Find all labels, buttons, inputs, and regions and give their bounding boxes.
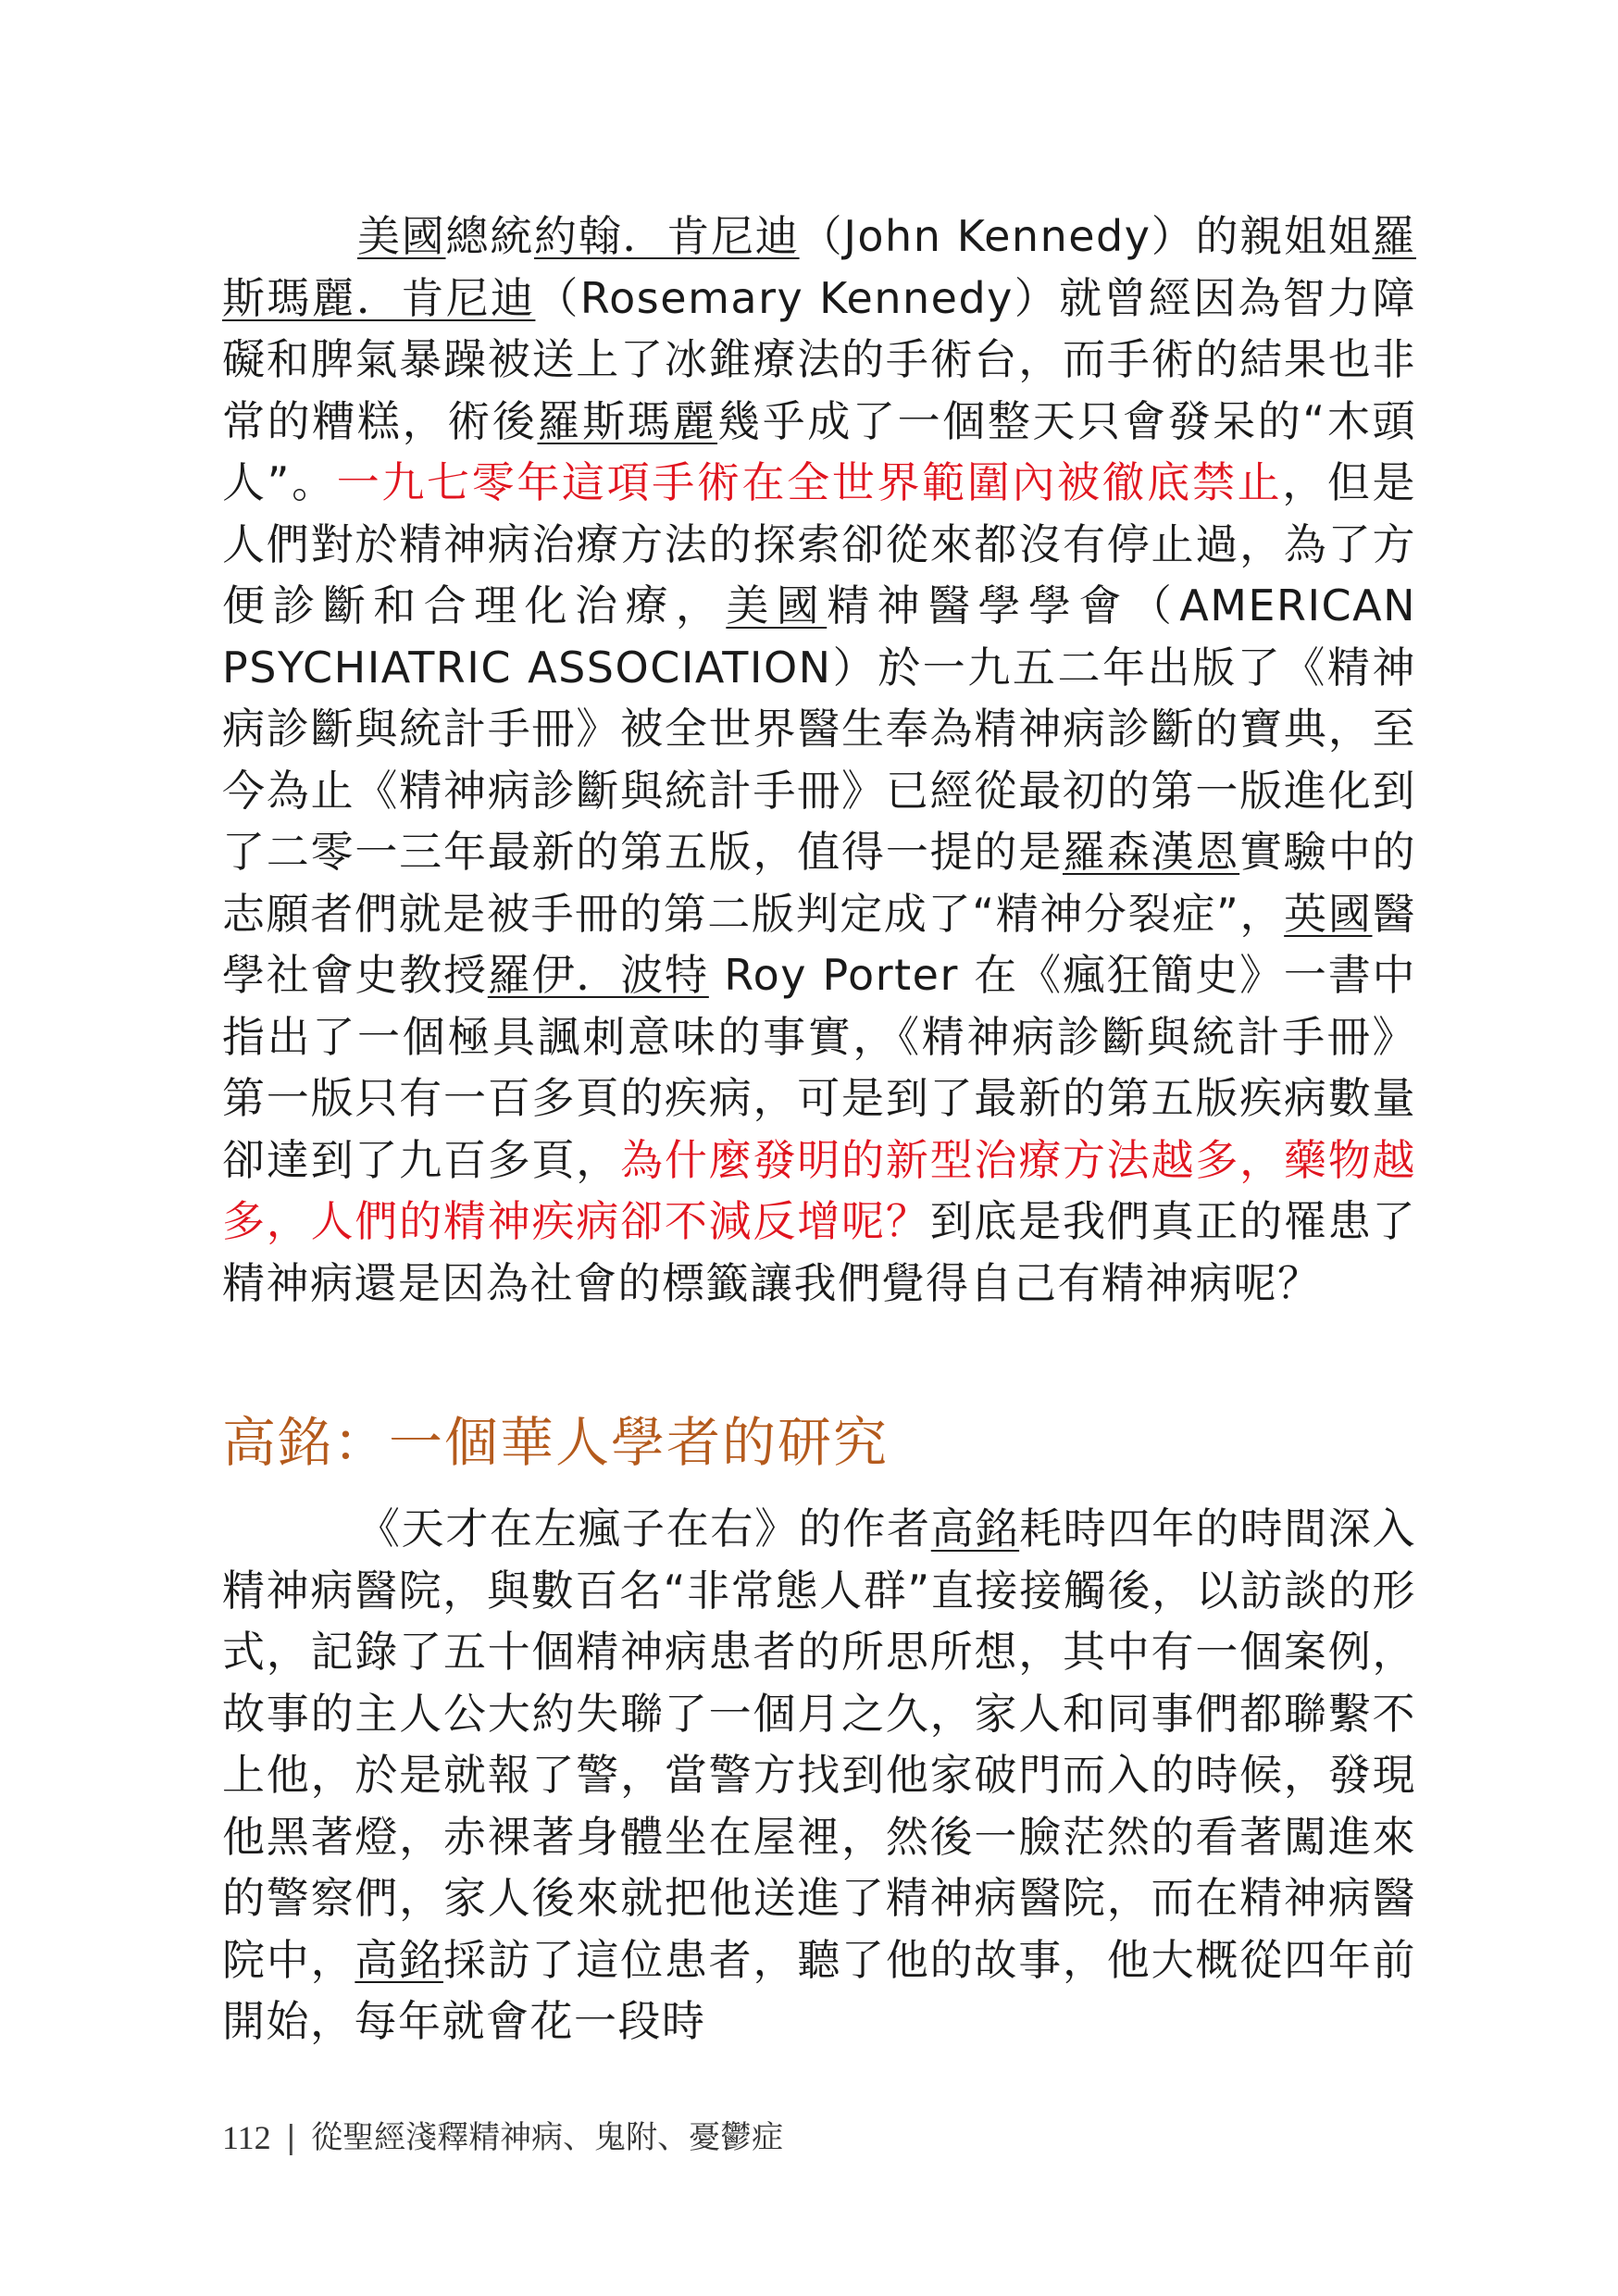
text-span: 實驗中的志願者們就是被手冊的第二版判定成了“精神分裂症”，: [222, 827, 1417, 939]
text-span: 《天才在左瘋子在右》的作者: [357, 1504, 931, 1554]
underlined-term: 美國: [357, 211, 446, 261]
body-text-block-1: [222, 206, 1416, 1314]
text-span: 醫學社會史教授: [222, 888, 1416, 1000]
text-span: （Rosemary Kennedy）就曾經因為智力障礙和脾氣暴躁被送上了冰錐療法的手術台，而手術的結果也非常的糟糕，術後: [222, 272, 1416, 446]
text-span: ，但是人們對於精神病治療方法的探索卻從來都沒有停止過，為了方便診斷和合理化治療，: [222, 457, 1416, 630]
paragraph-kennedy: [222, 206, 1416, 1314]
text-span: Roy Porter 在《瘋狂簡史》一書中指出了一個極具諷刺意味的事實，《精神病診斷與統計手冊》第一版只有一百多頁的疾病，可是到了最新的第五版疾病數量卻達到了九百多頁，: [222, 950, 1417, 1185]
text-span: 到底是我們真正的罹患了精神病還是因為社會的標籤讓我們覺得自己有精神病呢？: [222, 1196, 1417, 1308]
underlined-term: 英國: [1284, 888, 1373, 939]
footer-separator: |: [285, 2119, 297, 2156]
paragraph-gao-ming: [222, 1498, 1416, 2053]
highlighted-text: 為什麼發明的新型治療方法越多，藥物越多，人們的精神疾病卻不減反增呢？: [222, 1134, 1417, 1246]
text-span: 採訪了這位患者，聽了他的故事，他大概從四年前開始，每年就會花一段時: [222, 1934, 1417, 2046]
book-title: 從聖經淺釋精神病、鬼附、憂鬱症: [311, 2119, 784, 2156]
section-heading: 高銘：一個華人學者的研究: [222, 1411, 890, 1474]
text-span: （John Kennedy）的親姐姐: [799, 211, 1373, 261]
underlined-term: 羅森漢恩: [1062, 827, 1240, 877]
underlined-term: 約翰．肯尼迪: [534, 211, 800, 261]
underlined-term: 高銘: [930, 1504, 1020, 1554]
underlined-term: 羅伊．波特: [487, 950, 709, 1000]
page-number: 112: [222, 2119, 271, 2156]
text-span: 幾乎成了一個整天只會發呆的“木頭人”。: [222, 395, 1416, 507]
page-footer: [222, 2115, 783, 2160]
text-span: 耗時四年的時間深入精神病醫院，與數百名“非常態人群”直接接觸後，以訪談的形式，記錄了五十個精神病患者的所思所想，其中有一個案例，故事的主人公大約失聯了一個月之久，家人和同事們都聯繫不上他，於是就報了警，當警方找到他家破門而入的時候，發現他黑著燈，赤裸著身體坐在屋裡，然後一臉茫然的看著闖進來的警察們，家人後來就把他送進了精神病醫院，而在精神病醫院中，: [222, 1504, 1417, 1985]
underlined-term: 羅斯瑪麗．肯尼迪: [222, 211, 1416, 323]
underlined-term: 羅斯瑪麗: [537, 395, 718, 446]
body-text-block-2: [222, 1498, 1416, 2053]
underlined-term: 美國: [726, 580, 828, 630]
highlighted-text: 一九七零年這項手術在全世界範圍內被徹底禁止: [336, 457, 1283, 507]
text-span: 總統: [445, 211, 535, 261]
underlined-term: 高銘: [355, 1934, 443, 1985]
text-span: 精神醫學學會（AMERICAN PSYCHIATRIC ASSOCIATION）於一九五二年出版了《精神病診斷與統計手冊》被全世界醫生奉為精神病診斷的寶典，至今為止《精神病診斷與統計手冊》已經從最初的第一版進化到了二零一三年最新的第五版，值得一提的是: [222, 580, 1417, 877]
